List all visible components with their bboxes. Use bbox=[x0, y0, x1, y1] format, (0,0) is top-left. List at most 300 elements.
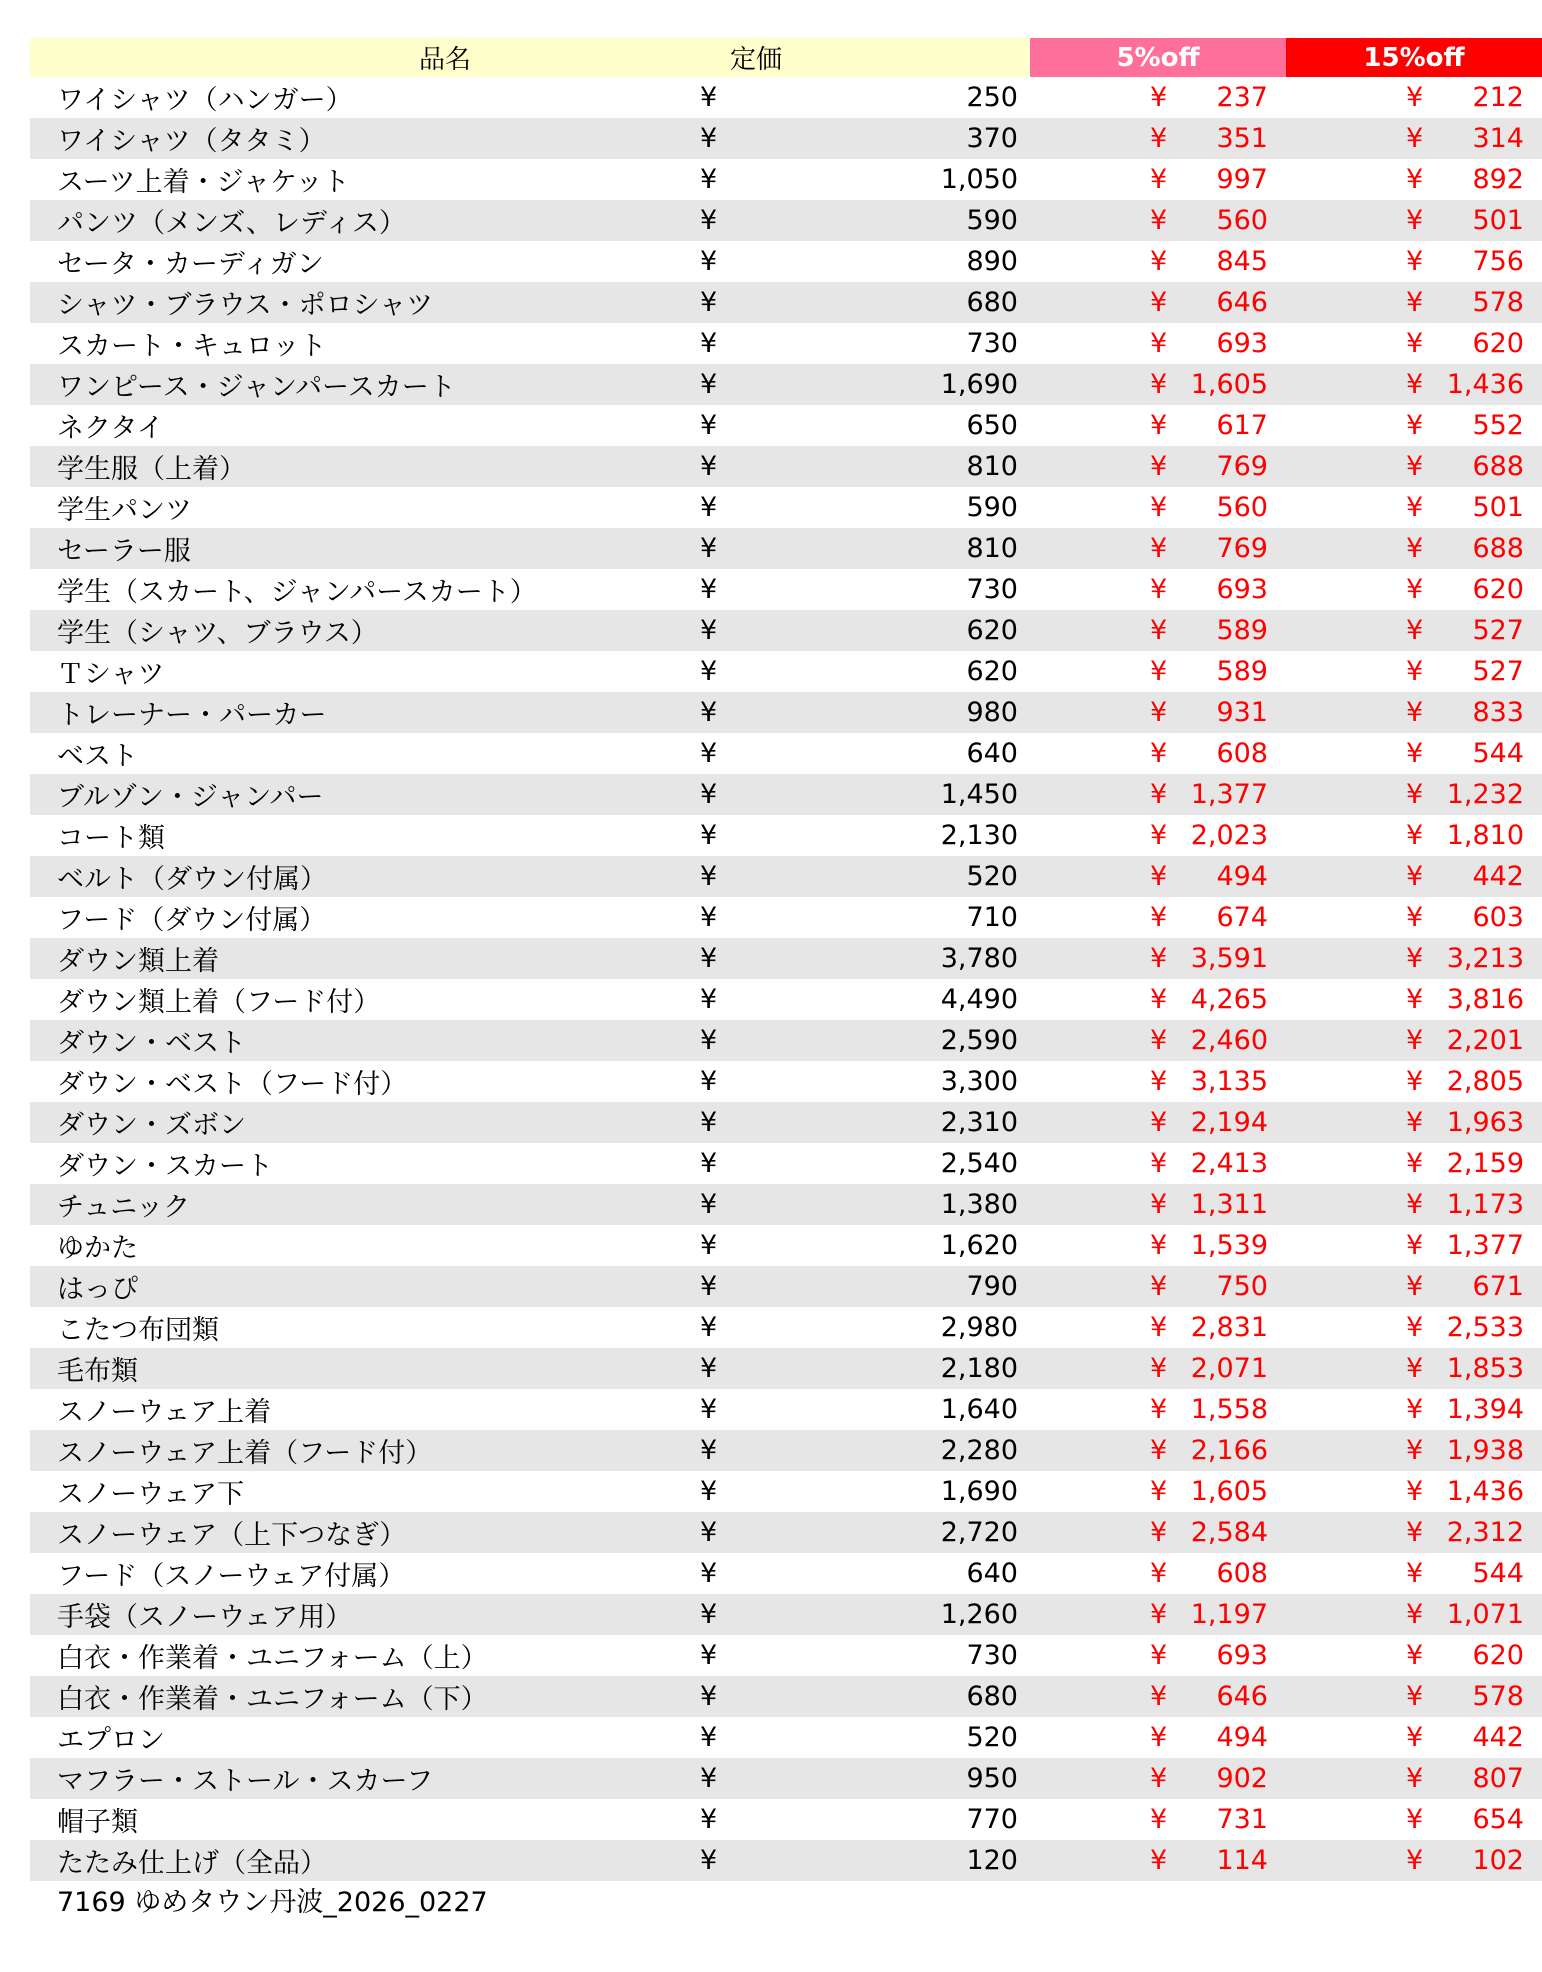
yen-sign: ¥ bbox=[700, 779, 718, 810]
yen-sign: ¥ bbox=[700, 246, 718, 277]
table-row bbox=[30, 1020, 1542, 1061]
price-5-off-value: 3,135 bbox=[1190, 1066, 1268, 1097]
table-row bbox=[30, 1184, 1542, 1225]
yen-sign: ¥ bbox=[1150, 1107, 1168, 1138]
price-5-off-cell bbox=[1030, 651, 1286, 692]
price-15-off-value: 2,533 bbox=[1446, 1312, 1524, 1343]
yen-sign: ¥ bbox=[1150, 1025, 1168, 1056]
yen-sign: ¥ bbox=[1406, 1681, 1424, 1712]
yen-sign: ¥ bbox=[1406, 1107, 1424, 1138]
price-15-off-cell bbox=[1286, 733, 1542, 774]
yen-sign: ¥ bbox=[700, 82, 718, 113]
table-row bbox=[30, 1840, 1542, 1881]
item-name: ブルゾン・ジャンパー bbox=[30, 774, 860, 815]
table-row bbox=[30, 1553, 1542, 1594]
yen-sign: ¥ bbox=[1150, 1722, 1168, 1753]
price-15-off-cell bbox=[1286, 487, 1542, 528]
price-15-off-value: 1,810 bbox=[1446, 820, 1524, 851]
list-price-value: 730 bbox=[966, 1640, 1018, 1671]
yen-sign: ¥ bbox=[1406, 615, 1424, 646]
yen-sign: ¥ bbox=[1150, 1394, 1168, 1425]
yen-sign: ¥ bbox=[1406, 779, 1424, 810]
price-15-off-value: 442 bbox=[1472, 1722, 1524, 1753]
yen-sign: ¥ bbox=[700, 984, 718, 1015]
yen-sign: ¥ bbox=[700, 410, 718, 441]
list-price-value: 3,780 bbox=[940, 943, 1018, 974]
table-row bbox=[30, 528, 1542, 569]
list-price-cell bbox=[700, 610, 1030, 651]
yen-sign: ¥ bbox=[1150, 1517, 1168, 1548]
item-name: スノーウェア下 bbox=[30, 1471, 860, 1512]
list-price-value: 1,380 bbox=[940, 1189, 1018, 1220]
list-price-cell bbox=[700, 774, 1030, 815]
table-row bbox=[30, 364, 1542, 405]
item-name: ダウン・ベスト（フード付） bbox=[30, 1061, 860, 1102]
yen-sign: ¥ bbox=[1150, 656, 1168, 687]
yen-sign: ¥ bbox=[1406, 492, 1424, 523]
yen-sign: ¥ bbox=[1150, 1066, 1168, 1097]
item-name: トレーナー・パーカー bbox=[30, 692, 860, 733]
yen-sign: ¥ bbox=[700, 205, 718, 236]
price-15-off-value: 552 bbox=[1472, 410, 1524, 441]
list-price-cell bbox=[700, 1717, 1030, 1758]
list-price-cell bbox=[700, 1143, 1030, 1184]
table-row bbox=[30, 159, 1542, 200]
price-5-off-cell bbox=[1030, 405, 1286, 446]
yen-sign: ¥ bbox=[1406, 1025, 1424, 1056]
price-5-off-value: 1,558 bbox=[1190, 1394, 1268, 1425]
list-price-value: 2,280 bbox=[940, 1435, 1018, 1466]
yen-sign: ¥ bbox=[1406, 902, 1424, 933]
header-row bbox=[30, 38, 1542, 77]
yen-sign: ¥ bbox=[700, 123, 718, 154]
yen-sign: ¥ bbox=[1406, 1394, 1424, 1425]
yen-sign: ¥ bbox=[700, 1148, 718, 1179]
table-row bbox=[30, 446, 1542, 487]
table-row bbox=[30, 1758, 1542, 1799]
yen-sign: ¥ bbox=[1150, 1312, 1168, 1343]
price-5-off-value: 646 bbox=[1216, 287, 1268, 318]
yen-sign: ¥ bbox=[1150, 410, 1168, 441]
yen-sign: ¥ bbox=[1150, 1353, 1168, 1384]
item-name: 手袋（スノーウェア用） bbox=[30, 1594, 860, 1635]
price-15-off-value: 501 bbox=[1472, 205, 1524, 236]
price-15-off-cell bbox=[1286, 1840, 1542, 1881]
price-15-off-cell bbox=[1286, 1758, 1542, 1799]
price-15-off-cell bbox=[1286, 323, 1542, 364]
price-15-off-cell bbox=[1286, 692, 1542, 733]
yen-sign: ¥ bbox=[1406, 1312, 1424, 1343]
yen-sign: ¥ bbox=[700, 1476, 718, 1507]
price-15-off-cell bbox=[1286, 1307, 1542, 1348]
yen-sign: ¥ bbox=[1406, 164, 1424, 195]
price-15-off-value: 527 bbox=[1472, 656, 1524, 687]
table-row bbox=[30, 569, 1542, 610]
yen-sign: ¥ bbox=[1150, 451, 1168, 482]
price-5-off-cell bbox=[1030, 446, 1286, 487]
price-15-off-value: 620 bbox=[1472, 328, 1524, 359]
yen-sign: ¥ bbox=[1150, 820, 1168, 851]
price-15-off-cell bbox=[1286, 815, 1542, 856]
yen-sign: ¥ bbox=[1406, 943, 1424, 974]
yen-sign: ¥ bbox=[1406, 1148, 1424, 1179]
list-price-cell bbox=[700, 692, 1030, 733]
yen-sign: ¥ bbox=[1406, 410, 1424, 441]
price-5-off-value: 2,460 bbox=[1190, 1025, 1268, 1056]
list-price-value: 520 bbox=[966, 1722, 1018, 1753]
price-5-off-value: 617 bbox=[1216, 410, 1268, 441]
price-5-off-value: 2,194 bbox=[1190, 1107, 1268, 1138]
list-price-cell bbox=[700, 1102, 1030, 1143]
price-15-off-value: 688 bbox=[1472, 451, 1524, 482]
list-price-value: 2,310 bbox=[940, 1107, 1018, 1138]
yen-sign: ¥ bbox=[700, 656, 718, 687]
yen-sign: ¥ bbox=[1150, 328, 1168, 359]
item-name: スカート・キュロット bbox=[30, 323, 860, 364]
item-name: ワンピース・ジャンパースカート bbox=[30, 364, 860, 405]
price-5-off-cell bbox=[1030, 1594, 1286, 1635]
yen-sign: ¥ bbox=[1406, 328, 1424, 359]
table-row bbox=[30, 1102, 1542, 1143]
price-5-off-cell bbox=[1030, 282, 1286, 323]
price-15-off-value: 442 bbox=[1472, 861, 1524, 892]
yen-sign: ¥ bbox=[1150, 533, 1168, 564]
yen-sign: ¥ bbox=[700, 1845, 718, 1876]
item-name: セーラー服 bbox=[30, 528, 860, 569]
yen-sign: ¥ bbox=[1150, 697, 1168, 728]
yen-sign: ¥ bbox=[700, 574, 718, 605]
list-price-value: 810 bbox=[966, 533, 1018, 564]
price-5-off-cell bbox=[1030, 77, 1286, 118]
list-price-value: 730 bbox=[966, 574, 1018, 605]
yen-sign: ¥ bbox=[1406, 1599, 1424, 1630]
price-5-off-value: 769 bbox=[1216, 533, 1268, 564]
price-15-off-cell bbox=[1286, 774, 1542, 815]
yen-sign: ¥ bbox=[1406, 1722, 1424, 1753]
price-5-off-cell bbox=[1030, 733, 1286, 774]
list-price-value: 620 bbox=[966, 615, 1018, 646]
price-5-off-value: 560 bbox=[1216, 492, 1268, 523]
item-name: ダウン・スカート bbox=[30, 1143, 860, 1184]
yen-sign: ¥ bbox=[1406, 1640, 1424, 1671]
price-15-off-cell bbox=[1286, 282, 1542, 323]
yen-sign: ¥ bbox=[1406, 1066, 1424, 1097]
price-15-off-cell bbox=[1286, 405, 1542, 446]
yen-sign: ¥ bbox=[700, 1394, 718, 1425]
yen-sign: ¥ bbox=[700, 287, 718, 318]
item-name: スーツ上着・ジャケット bbox=[30, 159, 860, 200]
table-row bbox=[30, 733, 1542, 774]
table-row bbox=[30, 815, 1542, 856]
list-price-cell bbox=[700, 651, 1030, 692]
item-name: ベスト bbox=[30, 733, 860, 774]
header-list-price bbox=[730, 38, 1030, 77]
yen-sign: ¥ bbox=[1150, 1435, 1168, 1466]
price-15-off-cell bbox=[1286, 1635, 1542, 1676]
price-15-off-value: 671 bbox=[1472, 1271, 1524, 1302]
yen-sign: ¥ bbox=[1406, 697, 1424, 728]
price-15-off-value: 620 bbox=[1472, 1640, 1524, 1671]
yen-sign: ¥ bbox=[700, 1312, 718, 1343]
list-price-value: 590 bbox=[966, 205, 1018, 236]
price-5-off-cell bbox=[1030, 569, 1286, 610]
table-row bbox=[30, 1676, 1542, 1717]
table-row bbox=[30, 692, 1542, 733]
list-price-value: 520 bbox=[966, 861, 1018, 892]
list-price-cell bbox=[700, 364, 1030, 405]
list-price-cell bbox=[700, 446, 1030, 487]
item-name: ワイシャツ（タタミ） bbox=[30, 118, 860, 159]
price-15-off-cell bbox=[1286, 1143, 1542, 1184]
price-5-off-value: 4,265 bbox=[1190, 984, 1268, 1015]
list-price-value: 650 bbox=[966, 410, 1018, 441]
price-5-off-value: 494 bbox=[1216, 1722, 1268, 1753]
yen-sign: ¥ bbox=[700, 1640, 718, 1671]
price-5-off-value: 693 bbox=[1216, 574, 1268, 605]
price-5-off-value: 769 bbox=[1216, 451, 1268, 482]
price-5-off-cell bbox=[1030, 1717, 1286, 1758]
price-15-off-cell bbox=[1286, 1512, 1542, 1553]
yen-sign: ¥ bbox=[1150, 1804, 1168, 1835]
yen-sign: ¥ bbox=[700, 1722, 718, 1753]
yen-sign: ¥ bbox=[700, 1804, 718, 1835]
yen-sign: ¥ bbox=[1150, 1681, 1168, 1712]
list-price-cell bbox=[700, 1594, 1030, 1635]
price-5-off-value: 608 bbox=[1216, 738, 1268, 769]
yen-sign: ¥ bbox=[1406, 82, 1424, 113]
list-price-value: 1,050 bbox=[940, 164, 1018, 195]
item-name: たたみ仕上げ（全品） bbox=[30, 1840, 860, 1881]
price-15-off-cell bbox=[1286, 979, 1542, 1020]
header-15-percent-off: 15%off bbox=[1286, 38, 1542, 77]
list-price-value: 1,640 bbox=[940, 1394, 1018, 1425]
item-name: セータ・カーディガン bbox=[30, 241, 860, 282]
yen-sign: ¥ bbox=[700, 492, 718, 523]
price-15-off-value: 102 bbox=[1472, 1845, 1524, 1876]
item-name: ワイシャツ（ハンガー） bbox=[30, 77, 860, 118]
yen-sign: ¥ bbox=[1150, 164, 1168, 195]
price-5-off-value: 114 bbox=[1216, 1845, 1268, 1876]
price-5-off-cell bbox=[1030, 856, 1286, 897]
yen-sign: ¥ bbox=[1150, 1599, 1168, 1630]
list-price-cell bbox=[700, 282, 1030, 323]
yen-sign: ¥ bbox=[1406, 1558, 1424, 1589]
item-name: フード（スノーウェア付属） bbox=[30, 1553, 860, 1594]
price-5-off-cell bbox=[1030, 1102, 1286, 1143]
yen-sign: ¥ bbox=[1150, 1189, 1168, 1220]
table-row bbox=[30, 1430, 1542, 1471]
list-price-cell bbox=[700, 77, 1030, 118]
list-price-cell bbox=[700, 1676, 1030, 1717]
item-name: ダウン・ズボン bbox=[30, 1102, 860, 1143]
yen-sign: ¥ bbox=[1150, 943, 1168, 974]
price-15-off-value: 654 bbox=[1472, 1804, 1524, 1835]
list-price-value: 730 bbox=[966, 328, 1018, 359]
price-15-off-value: 544 bbox=[1472, 738, 1524, 769]
price-15-off-value: 1,963 bbox=[1446, 1107, 1524, 1138]
price-15-off-value: 1,071 bbox=[1446, 1599, 1524, 1630]
price-15-off-value: 212 bbox=[1472, 82, 1524, 113]
price-15-off-cell bbox=[1286, 1102, 1542, 1143]
list-price-value: 250 bbox=[966, 82, 1018, 113]
price-5-off-cell bbox=[1030, 1307, 1286, 1348]
list-price-cell bbox=[700, 979, 1030, 1020]
yen-sign: ¥ bbox=[1406, 1271, 1424, 1302]
price-5-off-value: 351 bbox=[1216, 123, 1268, 154]
price-15-off-cell bbox=[1286, 77, 1542, 118]
price-5-off-value: 608 bbox=[1216, 1558, 1268, 1589]
yen-sign: ¥ bbox=[700, 1025, 718, 1056]
table-row bbox=[30, 487, 1542, 528]
list-price-value: 640 bbox=[966, 1558, 1018, 1589]
list-price-cell bbox=[700, 1512, 1030, 1553]
price-5-off-value: 1,605 bbox=[1190, 369, 1268, 400]
list-price-value: 980 bbox=[966, 697, 1018, 728]
price-5-off-value: 237 bbox=[1216, 82, 1268, 113]
yen-sign: ¥ bbox=[1150, 574, 1168, 605]
table-row bbox=[30, 610, 1542, 651]
price-5-off-value: 2,166 bbox=[1190, 1435, 1268, 1466]
yen-sign: ¥ bbox=[700, 1599, 718, 1630]
yen-sign: ¥ bbox=[700, 328, 718, 359]
table-row bbox=[30, 938, 1542, 979]
table-row bbox=[30, 1266, 1542, 1307]
price-5-off-value: 2,831 bbox=[1190, 1312, 1268, 1343]
list-price-cell bbox=[700, 1758, 1030, 1799]
price-15-off-value: 501 bbox=[1472, 492, 1524, 523]
price-5-off-value: 731 bbox=[1216, 1804, 1268, 1835]
item-name: 学生パンツ bbox=[30, 487, 860, 528]
price-5-off-cell bbox=[1030, 528, 1286, 569]
yen-sign: ¥ bbox=[1150, 205, 1168, 236]
price-5-off-cell bbox=[1030, 364, 1286, 405]
list-price-cell bbox=[700, 1799, 1030, 1840]
price-15-off-cell bbox=[1286, 1266, 1542, 1307]
yen-sign: ¥ bbox=[1406, 533, 1424, 564]
yen-sign: ¥ bbox=[1406, 1189, 1424, 1220]
table-row bbox=[30, 1143, 1542, 1184]
list-price-cell bbox=[700, 938, 1030, 979]
price-15-off-cell bbox=[1286, 1061, 1542, 1102]
price-15-off-value: 527 bbox=[1472, 615, 1524, 646]
price-15-off-cell bbox=[1286, 1020, 1542, 1061]
item-name: 学生（スカート、ジャンパースカート） bbox=[30, 569, 860, 610]
yen-sign: ¥ bbox=[1150, 615, 1168, 646]
price-15-off-value: 620 bbox=[1472, 574, 1524, 605]
list-price-value: 950 bbox=[966, 1763, 1018, 1794]
price-5-off-value: 693 bbox=[1216, 1640, 1268, 1671]
price-rows bbox=[30, 77, 1542, 1881]
yen-sign: ¥ bbox=[1150, 1558, 1168, 1589]
yen-sign: ¥ bbox=[1150, 1845, 1168, 1876]
list-price-cell bbox=[700, 1471, 1030, 1512]
price-15-off-value: 2,312 bbox=[1446, 1517, 1524, 1548]
price-15-off-value: 1,436 bbox=[1446, 1476, 1524, 1507]
table-row bbox=[30, 1061, 1542, 1102]
list-price-cell bbox=[700, 528, 1030, 569]
item-name: ネクタイ bbox=[30, 405, 860, 446]
price-15-off-cell bbox=[1286, 446, 1542, 487]
yen-sign: ¥ bbox=[700, 1066, 718, 1097]
item-name: スノーウェア上着 bbox=[30, 1389, 860, 1430]
price-15-off-value: 688 bbox=[1472, 533, 1524, 564]
list-price-cell bbox=[700, 118, 1030, 159]
price-15-off-cell bbox=[1286, 651, 1542, 692]
price-5-off-value: 3,591 bbox=[1190, 943, 1268, 974]
yen-sign: ¥ bbox=[1406, 1804, 1424, 1835]
price-15-off-cell bbox=[1286, 1430, 1542, 1471]
yen-sign: ¥ bbox=[1406, 205, 1424, 236]
price-15-off-value: 1,173 bbox=[1446, 1189, 1524, 1220]
table-row bbox=[30, 1348, 1542, 1389]
yen-sign: ¥ bbox=[1406, 1353, 1424, 1384]
item-name: 毛布類 bbox=[30, 1348, 860, 1389]
footer-store-code: 7169 ゆめタウン丹波_2026_0227 bbox=[57, 1887, 488, 1918]
item-name: パンツ（メンズ、レディス） bbox=[30, 200, 860, 241]
price-5-off-value: 902 bbox=[1216, 1763, 1268, 1794]
price-15-off-cell bbox=[1286, 1676, 1542, 1717]
price-5-off-cell bbox=[1030, 1389, 1286, 1430]
price-5-off-cell bbox=[1030, 1553, 1286, 1594]
price-15-off-value: 314 bbox=[1472, 123, 1524, 154]
price-5-off-value: 997 bbox=[1216, 164, 1268, 195]
list-price-cell bbox=[700, 897, 1030, 938]
item-name: ベルト（ダウン付属） bbox=[30, 856, 860, 897]
price-15-off-cell bbox=[1286, 569, 1542, 610]
yen-sign: ¥ bbox=[1150, 287, 1168, 318]
item-name: ダウン類上着（フード付） bbox=[30, 979, 860, 1020]
table-row bbox=[30, 651, 1542, 692]
yen-sign: ¥ bbox=[1406, 574, 1424, 605]
yen-sign: ¥ bbox=[700, 902, 718, 933]
item-name: フード（ダウン付属） bbox=[30, 897, 860, 938]
yen-sign: ¥ bbox=[1406, 861, 1424, 892]
yen-sign: ¥ bbox=[1150, 861, 1168, 892]
price-5-off-value: 693 bbox=[1216, 328, 1268, 359]
list-price-value: 890 bbox=[966, 246, 1018, 277]
yen-sign: ¥ bbox=[1406, 1435, 1424, 1466]
table-row bbox=[30, 1717, 1542, 1758]
price-5-off-value: 2,023 bbox=[1190, 820, 1268, 851]
price-5-off-cell bbox=[1030, 1430, 1286, 1471]
yen-sign: ¥ bbox=[1406, 123, 1424, 154]
price-15-off-cell bbox=[1286, 118, 1542, 159]
table-row bbox=[30, 200, 1542, 241]
price-5-off-cell bbox=[1030, 1758, 1286, 1799]
price-15-off-value: 544 bbox=[1472, 1558, 1524, 1589]
list-price-cell bbox=[700, 733, 1030, 774]
list-price-value: 1,450 bbox=[940, 779, 1018, 810]
yen-sign: ¥ bbox=[1406, 1230, 1424, 1261]
list-price-value: 710 bbox=[966, 902, 1018, 933]
list-price-cell bbox=[700, 159, 1030, 200]
yen-sign: ¥ bbox=[1406, 1763, 1424, 1794]
list-price-value: 2,980 bbox=[940, 1312, 1018, 1343]
yen-sign: ¥ bbox=[1406, 451, 1424, 482]
table-row bbox=[30, 1471, 1542, 1512]
price-5-off-value: 2,584 bbox=[1190, 1517, 1268, 1548]
list-price-cell bbox=[700, 1553, 1030, 1594]
price-15-off-cell bbox=[1286, 1389, 1542, 1430]
yen-sign: ¥ bbox=[1150, 82, 1168, 113]
price-15-off-value: 1,436 bbox=[1446, 369, 1524, 400]
list-price-value: 640 bbox=[966, 738, 1018, 769]
table-row bbox=[30, 897, 1542, 938]
price-5-off-cell bbox=[1030, 897, 1286, 938]
price-15-off-cell bbox=[1286, 241, 1542, 282]
price-5-off-cell bbox=[1030, 159, 1286, 200]
price-5-off-value: 674 bbox=[1216, 902, 1268, 933]
